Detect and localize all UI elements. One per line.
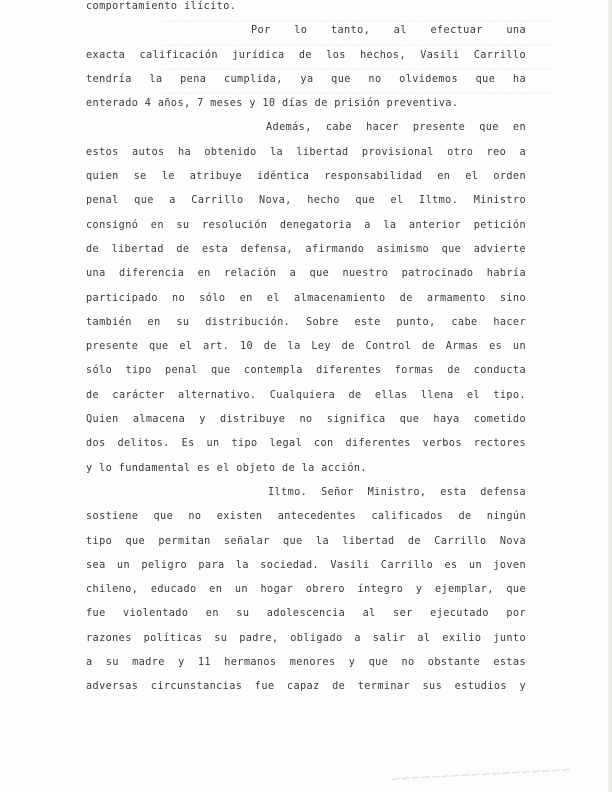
- text-line: enterado 4 años, 7 meses y 10 días de prisión preventiva.: [86, 98, 459, 110]
- text-line: tipo que permitan señalar que la libertad de Carrillo Nova: [86, 535, 526, 547]
- text-line: consignó en su resolución denegatoria a la anterior petición: [86, 219, 526, 231]
- text-line: presente que el art. 10 de la Ley de Control de Armas es un: [86, 341, 526, 353]
- text-line: Por lo tanto, al efectuar una: [251, 25, 526, 37]
- text-line: quien se le atribuye idéntica responsabilidad en el orden: [86, 171, 526, 183]
- text-line: sea un peligro para la sociedad. Vasili Carrillo es un joven: [86, 559, 526, 571]
- text-line: Quien almacena y distribuye no significa que haya cometido: [86, 414, 526, 426]
- bleed-through-stamp: ~~~~~~~~~~~~~~~~~~: [389, 760, 571, 788]
- text-line: de libertad de esta defensa, afirmando asimismo que advierte: [86, 243, 526, 255]
- text-line: de carácter alternativo. Cualquiera de ellas llena el tipo.: [86, 389, 526, 401]
- text-line: participado no sólo en el almacenamiento de armamento sino: [86, 292, 526, 304]
- text-line: y lo fundamental es el objeto de la acción.: [86, 462, 367, 474]
- text-line: tendría la pena cumplida, ya que no olvidemos que ha: [86, 73, 526, 85]
- text-line: penal que a Carrillo Nova, hecho que el Iltmo. Ministro: [86, 195, 526, 207]
- text-line: a su madre y 11 hermanos menores y que no obstante estas: [86, 657, 526, 669]
- bleed-through-text: ~~~~~~~~~~~~~~~~~~~~~~~~~~~~~~~~~~~~~~~~~~~~~~~~~~~~~~~~~~~~~~~~~~~~~~~~ ~~~~~~~~~~~~~~~~~~~~~~~~~~~~~~~~~~~~~~~~~~~~~~~~~~~~~~~~~~~~~~~~~~~~~~~~ ~~~~~~~~~~~~~~~~~~~~~~~~~~~~~~~~~~~~~~~~~~~~~~~~~~~~~~~~~~~~~~~~~~~~~~~~ ~~~~~~~~~~~~~~~~~~~~~~~~~~~~~~~~~~~~~~~~~~~~~~~~~~~~~~~~~~~~~~~~~~~~~~~~: [161, 17, 552, 99]
- text-line: también en su distribución. Sobre este punto, cabe hacer: [86, 316, 526, 328]
- text-line: fue violentado en su adolescencia al ser ejecutado por: [86, 608, 526, 620]
- text-line: comportamiento ilícito.: [86, 1, 237, 12]
- text-line: Iltmo. Señor Ministro, esta defensa: [268, 486, 526, 498]
- text-line: sólo tipo penal que contempla diferentes formas de conducta: [86, 365, 526, 377]
- text-line: estos autos ha obtenido la libertad provisional otro reo a: [86, 146, 526, 158]
- text-line: Además, cabe hacer presente que en: [266, 122, 526, 134]
- text-line: exacta calificación jurídica de los hechos, Vasili Carrillo: [86, 49, 526, 61]
- document-body: [86, 0, 526, 700]
- text-line: una diferencia en relación a que nuestro patrocinado habría: [86, 268, 526, 280]
- text-line: razones políticas su padre, obligado a salir al exilio junto: [86, 632, 526, 644]
- text-line: dos delitos. Es un tipo legal con diferentes verbos rectores: [86, 438, 526, 450]
- text-line: adversas circunstancias fue capaz de terminar sus estudios y: [86, 681, 526, 693]
- page-edge-shadow: [608, 0, 612, 792]
- text-line: chileno, educado en un hogar obrero íntegro y ejemplar, que: [86, 584, 526, 596]
- text-line: sostiene que no existen antecedentes calificados de ningún: [86, 511, 526, 523]
